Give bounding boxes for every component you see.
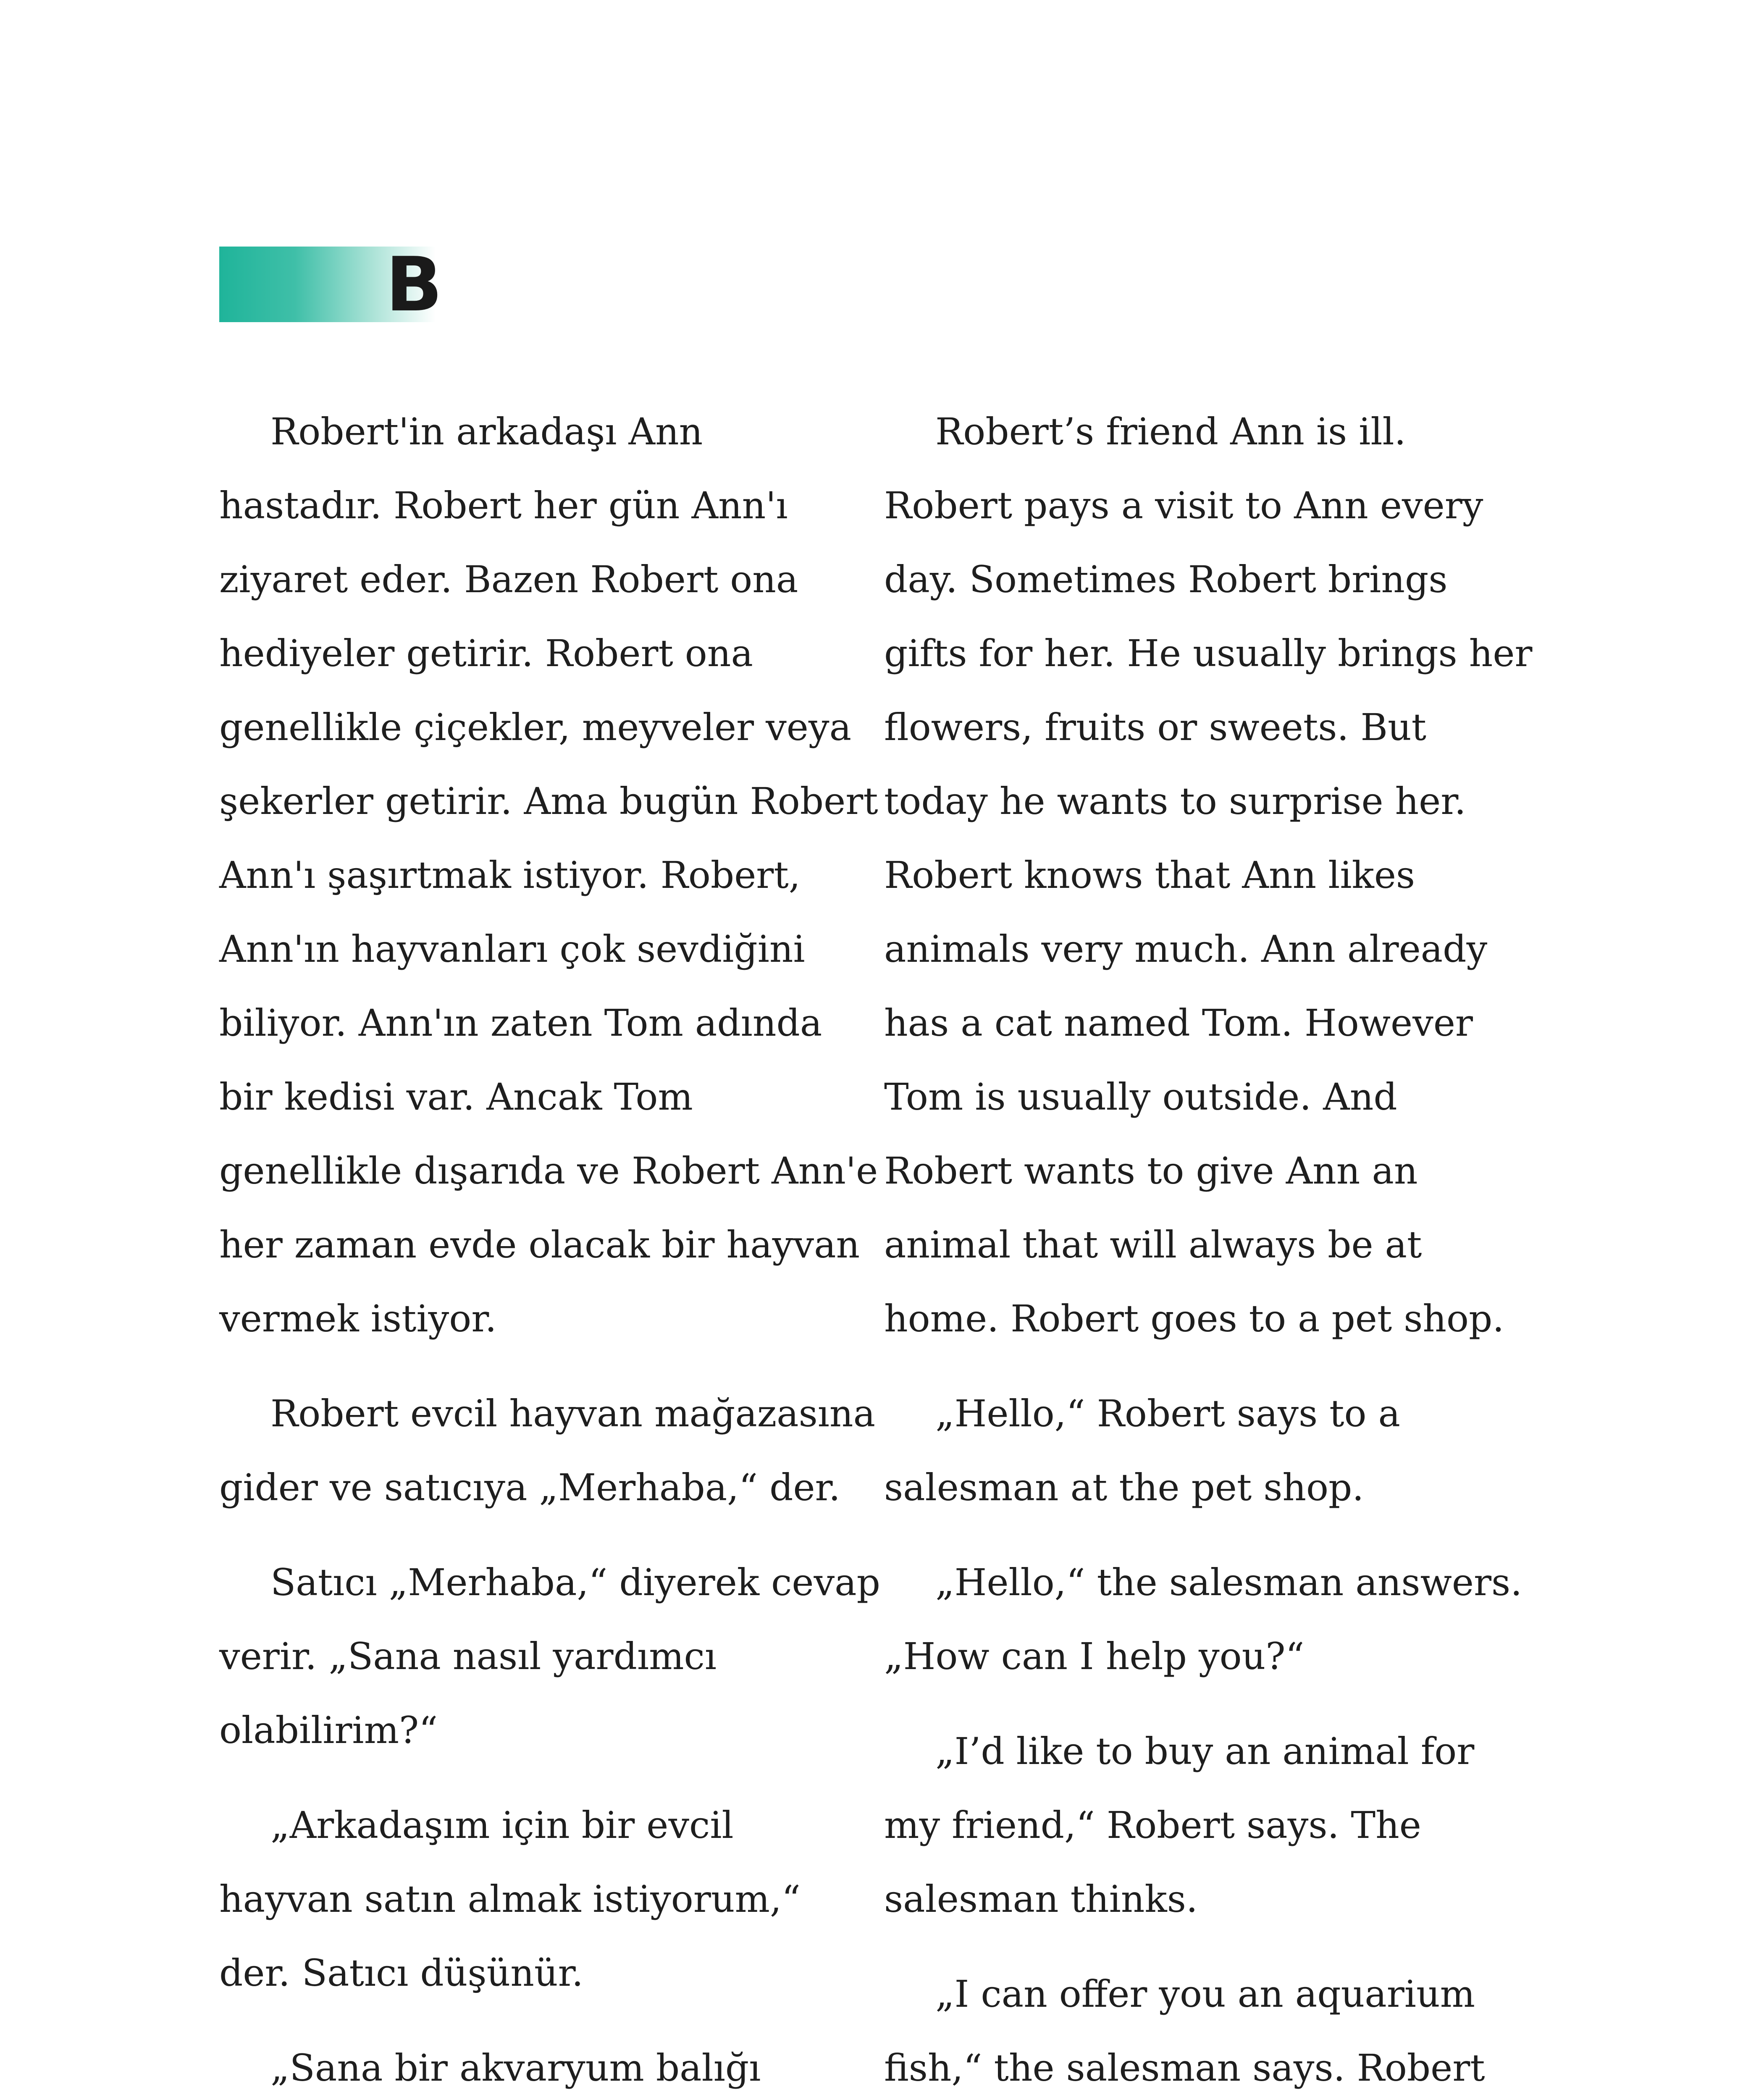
text-line: today he wants to surprise her. bbox=[884, 780, 1466, 823]
text-line: day. Sometimes Robert brings bbox=[884, 558, 1448, 601]
text-line: der. Satıcı düşünür. bbox=[219, 1951, 583, 1995]
text-line: has a cat named Tom. However bbox=[884, 1001, 1473, 1045]
text-line: flowers, fruits or sweets. But bbox=[884, 706, 1427, 749]
text-line: animals very much. Ann already bbox=[884, 927, 1488, 971]
text-line: „How can I help you?“ bbox=[884, 1635, 1305, 1678]
paragraph bbox=[884, 1714, 1539, 1936]
text-line: animal that will always be at bbox=[884, 1223, 1422, 1266]
text-line: salesman thinks. bbox=[884, 1877, 1198, 1921]
paragraph bbox=[219, 1788, 849, 2010]
paragraph bbox=[884, 1377, 1539, 1525]
paragraph bbox=[219, 1377, 876, 1525]
text-line: şekerler getirir. Ama bugün Robert bbox=[219, 780, 878, 823]
text-line: genellikle çiçekler, meyveler veya bbox=[219, 706, 852, 749]
text-line: „Hello,“ the salesman answers. bbox=[935, 1561, 1522, 1604]
text-line: „Arkadaşım için bir evcil bbox=[270, 1803, 734, 1847]
text-line: Ann'ın hayvanları çok sevdiğini bbox=[219, 927, 805, 971]
text-line: home. Robert goes to a pet shop. bbox=[884, 1297, 1504, 1340]
text-line: „Sana bir akvaryum balığı bbox=[270, 2046, 761, 2090]
text-line: Robert wants to give Ann an bbox=[884, 1149, 1418, 1192]
text-line: hayvan satın almak istiyorum,“ bbox=[219, 1877, 801, 1921]
text-line: hediyeler getirir. Robert ona bbox=[219, 632, 753, 675]
paragraph bbox=[219, 2031, 849, 2100]
paragraph bbox=[884, 395, 1539, 1356]
text-line: Robert pays a visit to Ann every bbox=[884, 484, 1483, 527]
text-line: vermek istiyor. bbox=[219, 1297, 497, 1340]
text-line: Robert knows that Ann likes bbox=[884, 853, 1415, 897]
text-line: Robert’s friend Ann is ill. bbox=[935, 410, 1406, 453]
text-line: bir kedisi var. Ancak Tom bbox=[219, 1075, 693, 1118]
text-line: her zaman evde olacak bir hayvan bbox=[219, 1223, 860, 1266]
text-line: fish,“ the salesman says. Robert bbox=[884, 2046, 1485, 2090]
text-line: my friend,“ Robert says. The bbox=[884, 1803, 1421, 1847]
text-line: ziyaret eder. Bazen Robert ona bbox=[219, 558, 798, 601]
chapter-letter: B bbox=[386, 241, 443, 328]
text-line: biliyor. Ann'ın zaten Tom adında bbox=[219, 1001, 822, 1045]
text-line: Ann'ı şaşırtmak istiyor. Robert, bbox=[219, 853, 801, 897]
text-line: Satıcı „Merhaba,“ diyerek cevap bbox=[270, 1561, 880, 1604]
paragraph bbox=[219, 395, 878, 1356]
text-line: gider ve satıcıya „Merhaba,“ der. bbox=[219, 1466, 840, 1509]
text-line: „I can offer you an aquarium bbox=[935, 1972, 1475, 2016]
text-line: salesman at the pet shop. bbox=[884, 1466, 1364, 1509]
paragraph bbox=[884, 1957, 1539, 2100]
text-line: gifts for her. He usually brings her bbox=[884, 632, 1533, 675]
text-line: „Hello,“ Robert says to a bbox=[935, 1392, 1400, 1435]
text-line: verir. „Sana nasıl yardımcı bbox=[219, 1635, 717, 1678]
english-column bbox=[884, 395, 1539, 2100]
paragraph bbox=[884, 1546, 1539, 1693]
text-line: genellikle dışarıda ve Robert Ann'e bbox=[219, 1149, 878, 1192]
turkish-column bbox=[219, 395, 880, 2100]
text-line: „I’d like to buy an animal for bbox=[935, 1730, 1475, 1773]
text-line: hastadır. Robert her gün Ann'ı bbox=[219, 484, 788, 527]
text-line: Robert evcil hayvan mağazasına bbox=[270, 1392, 876, 1435]
text-line: Tom is usually outside. And bbox=[884, 1075, 1397, 1118]
text-line: olabilirim?“ bbox=[219, 1709, 438, 1752]
paragraph bbox=[219, 1546, 880, 1767]
text-line: Robert'in arkadaşı Ann bbox=[270, 410, 703, 453]
